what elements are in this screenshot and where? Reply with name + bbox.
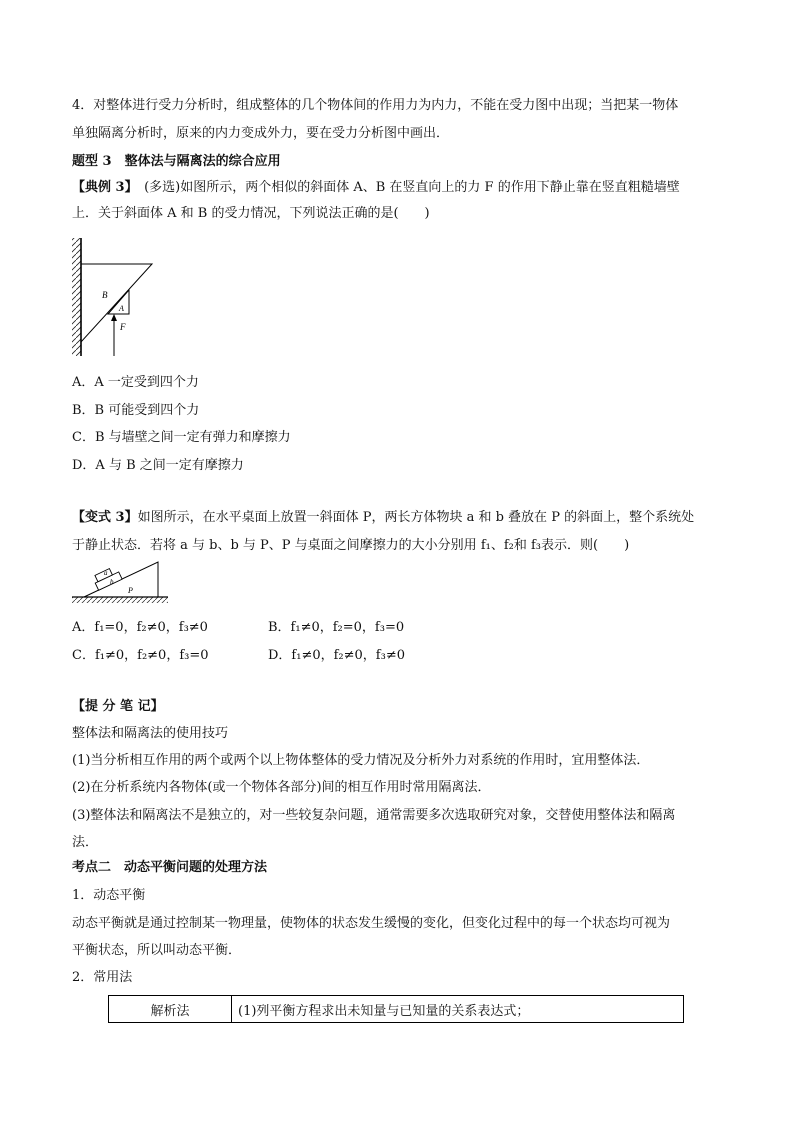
force-f-arrowhead (111, 314, 117, 321)
kp2-sub1: 1．动态平衡 (72, 888, 146, 903)
kp2-heading: 考点二 动态平衡问题的处理方法 (72, 860, 268, 875)
table-row (109, 996, 684, 1023)
kp2-para-line2: 平衡状态，所以叫动态平衡． (72, 943, 242, 958)
variant3-option-c: C．f₁≠0，f₂≠0，f₃=0 (72, 648, 209, 663)
method-desc-cell: (1)列平衡方程求出未知量与已知量的关系表达式； (232, 996, 684, 1023)
methods-table (108, 995, 684, 1023)
table-hatch (72, 597, 168, 603)
example3-wedge-figure (70, 236, 170, 360)
type3-heading: 题型 3 整体法与隔离法的综合应用 (72, 154, 281, 169)
example3-line1 (72, 178, 680, 198)
kp2-sub2: 2．常用法 (72, 970, 133, 985)
notes-item2: (2)在分析系统内各物体(或一个物体各部分)间的相互作用时常用隔离法． (72, 780, 491, 795)
example3-option-a: A．A 一定受到四个力 (72, 375, 199, 390)
notes-item3-line1: (3)整体法和隔离法不是独立的，对一些较复杂问题，通常需要多次选取研究对象，交替使用整体法和隔离 (72, 808, 676, 823)
example3-option-b: B．B 可能受到四个力 (72, 403, 200, 418)
label-a: A (119, 304, 124, 313)
example3-label: 【典例 3】 (72, 180, 132, 195)
example3-option-c: C．B 与墙壁之间一定有弹力和摩擦力 (72, 430, 291, 445)
notes-subtitle: 整体法和隔离法的使用技巧 (72, 726, 229, 741)
notes-heading: 【提 分 笔 记】 (72, 699, 164, 714)
point4-line2: 单独隔离分析时，原来的内力变成外力，要在受力分析图中画出． (72, 126, 450, 141)
point4-line1: 4．对整体进行受力分析时，组成整体的几个物体间的作用力为内力，不能在受力图中出现；当把某一物体 (72, 98, 679, 113)
wedge-b (81, 264, 152, 342)
example3-line2: 上．关于斜面体 A 和 B 的受力情况，下列说法正确的是( ) (72, 206, 430, 221)
label-p: P (128, 586, 133, 595)
method-name-cell: 解析法 (109, 996, 232, 1023)
example3-text1: (多选)如图所示，两个相似的斜面体 A、B 在竖直向上的力 F 的作用下静止靠在竖直粗糙墙壁 (131, 180, 680, 195)
variant3-incline-figure (70, 560, 170, 606)
variant3-options-row1 (72, 618, 404, 638)
variant3-label: 【变式 3】 (72, 510, 138, 525)
example3-option-d: D．A 与 B 之间一定有摩擦力 (72, 458, 244, 473)
wall-hatch (72, 238, 81, 356)
variant3-line2: 于静止状态．若将 a 与 b、b 与 P、P 与桌面之间摩擦力的大小分别用 f₁、f₂和 f₃表示．则( ) (72, 538, 630, 553)
variant3-options-row2 (72, 646, 405, 666)
variant3-option-a: A．f₁=0，f₂≠0，f₃≠0 (72, 620, 208, 635)
label-b: b (110, 578, 114, 586)
notes-item1: (1)当分析相互作用的两个或两个以上物体整体的受力情况及分析外力对系统的作用时，宜用整体法． (72, 753, 650, 768)
label-a: a (104, 569, 108, 577)
notes-item3-line2: 法． (72, 835, 99, 850)
label-f: F (120, 322, 126, 332)
label-b: B (102, 290, 108, 300)
variant3-option-d: D．f₁≠0，f₂≠0，f₃≠0 (268, 648, 405, 663)
variant3-option-b: B．f₁≠0，f₂=0，f₃=0 (268, 620, 405, 635)
variant3-text1: 如图所示，在水平桌面上放置一斜面体 P，两长方体物块 a 和 b 叠放在 P 的斜面上，整个系统处 (137, 510, 695, 525)
kp2-para-line1: 动态平衡就是通过控制某一物理量，使物体的状态发生缓慢的变化，但变化过程中的每一个状态均可视为 (72, 916, 671, 931)
variant3-line1 (72, 508, 694, 528)
